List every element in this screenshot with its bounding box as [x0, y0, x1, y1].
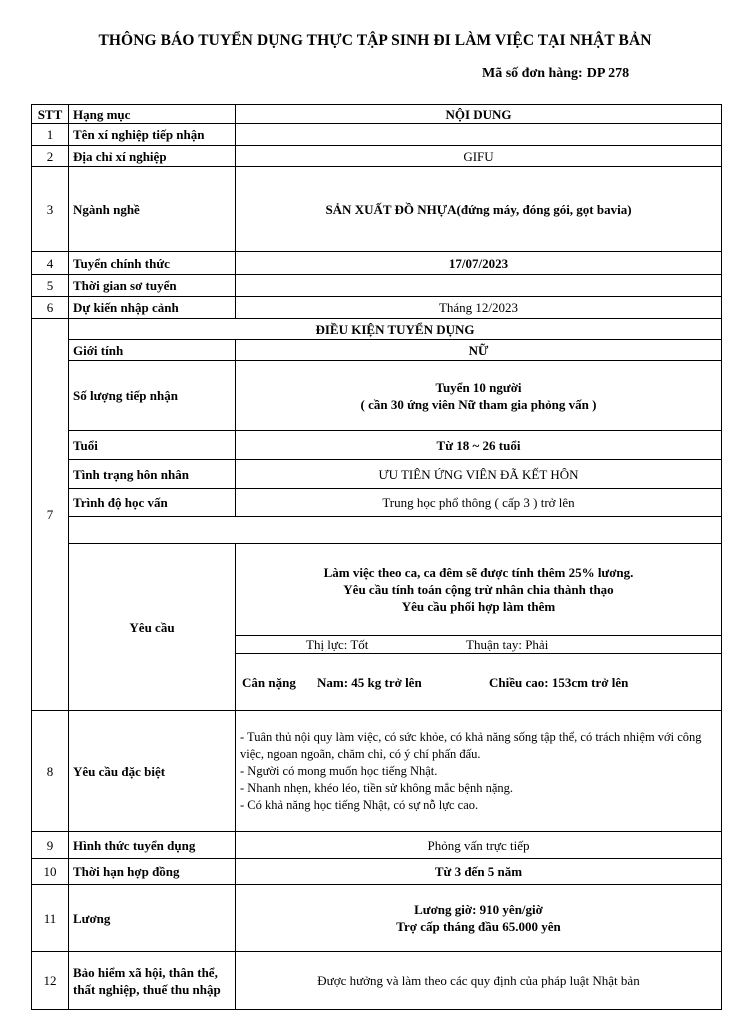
- quantity-line-2: ( cần 30 ứng viên Nữ tham gia phỏng vấn ): [360, 396, 597, 412]
- salary-content: [236, 885, 722, 952]
- order-code-value: DP 278: [586, 66, 630, 81]
- special-requirements: [236, 711, 722, 832]
- table-row: [32, 340, 722, 361]
- eyesight: Thị lực: Tốt: [306, 637, 369, 652]
- empty-row: [32, 517, 722, 544]
- order-code: [478, 66, 629, 82]
- row-stt: 11: [32, 885, 69, 952]
- table-header-row: [32, 105, 722, 124]
- row-stt: 8: [32, 711, 69, 832]
- row-stt: 10: [32, 859, 69, 885]
- row-category: Địa chỉ xí nghiệp: [69, 146, 236, 167]
- table-row: [32, 489, 722, 517]
- salary-line-1: Lương giờ: 910 yên/giờ: [414, 902, 543, 917]
- section7-heading-row: [32, 319, 722, 340]
- age-label: Tuổi: [69, 431, 236, 460]
- table-row: [32, 832, 722, 859]
- eyesight-handedness: [236, 636, 722, 654]
- table-row: [32, 361, 722, 431]
- table-row: [32, 460, 722, 489]
- row-content: Được hưởng và làm theo các quy định của pháp luật Nhật bản: [236, 952, 722, 1010]
- row-stt: 6: [32, 297, 69, 319]
- row-content: SẢN XUẤT ĐỒ NHỰA(đứng máy, đóng gói, gọt bavia): [236, 167, 722, 252]
- row-stt: 1: [32, 124, 69, 146]
- row-category: Tên xí nghiệp tiếp nhận: [69, 124, 236, 146]
- empty-cell: [69, 517, 722, 544]
- table-row: [32, 252, 722, 275]
- requirement-line-1: Làm việc theo ca, ca đêm sẽ được tính thêm 25% lương.: [323, 565, 634, 580]
- height-value: Chiều cao: 153cm trở lên: [489, 674, 629, 690]
- table-row: [32, 711, 722, 832]
- table-row: [32, 859, 722, 885]
- education-label: Trình độ học vấn: [69, 489, 236, 517]
- row-content: 17/07/2023: [236, 252, 722, 275]
- requirement-line-3: Yêu cầu phối hợp làm thêm: [401, 599, 556, 614]
- weight-label: Cân nặng: [242, 674, 296, 690]
- salary-line-2: Trợ cấp tháng đầu 65.000 yên: [396, 919, 561, 934]
- row-content: GIFU: [236, 146, 722, 167]
- row-category: Hình thức tuyển dụng: [69, 832, 236, 859]
- row-content: [236, 275, 722, 297]
- section7-stt: 7: [32, 319, 69, 711]
- row-content: Tháng 12/2023: [236, 297, 722, 319]
- row-stt: 5: [32, 275, 69, 297]
- row-category: Tuyển chính thức: [69, 252, 236, 275]
- special-line: - Nhanh nhẹn, khéo léo, tiền sử không mắc bệnh nặng.: [240, 780, 514, 795]
- education-value: Trung học phổ thông ( cấp 3 ) trở lên: [236, 489, 722, 517]
- row-category: Lương: [69, 885, 236, 952]
- row-content: [236, 124, 722, 146]
- row-stt: 4: [32, 252, 69, 275]
- recruitment-table: [31, 104, 722, 1010]
- handedness: Thuận tay: Phải: [466, 637, 549, 652]
- special-line: - Người có mong muốn học tiếng Nhật.: [240, 763, 438, 778]
- header-stt: STT: [32, 105, 69, 124]
- gender-label: Giới tính: [69, 340, 236, 361]
- weight-value: Nam: 45 kg trở lên: [317, 674, 422, 690]
- table-row: [32, 275, 722, 297]
- table-row: [32, 167, 722, 252]
- header-content: NỘI DUNG: [236, 105, 722, 124]
- row-stt: 2: [32, 146, 69, 167]
- row-category: Ngành nghề: [69, 167, 236, 252]
- marital-label: Tình trạng hôn nhân: [69, 460, 236, 489]
- weight-height: [236, 654, 722, 711]
- document-title: THÔNG BÁO TUYỂN DỤNG THỰC TẬP SINH ĐI LÀM VIỆC TẠI NHẬT BẢN: [98, 32, 652, 49]
- table-row: [32, 146, 722, 167]
- table-row: [32, 952, 722, 1010]
- age-value: Từ 18 ~ 26 tuổi: [236, 431, 722, 460]
- row-category: Dự kiến nhập cảnh: [69, 297, 236, 319]
- row-stt: 12: [32, 952, 69, 1010]
- row-stt: 9: [32, 832, 69, 859]
- marital-value: ƯU TIÊN ỨNG VIÊN ĐÃ KẾT HÔN: [236, 460, 722, 489]
- special-line: - Tuân thủ nội quy làm việc, có sức khỏe, có khả năng sống tập thể, có trách nhiệm với công việc, ngoan ngoãn, chăm chỉ, có ý chí phấn đấu.: [240, 729, 702, 761]
- row-content: Từ 3 đến 5 năm: [236, 859, 722, 885]
- row-category: Thời hạn hợp đồng: [69, 859, 236, 885]
- section7-heading: ĐIỀU KIỆN TUYỂN DỤNG: [69, 319, 722, 340]
- row-category: Yêu cầu đặc biệt: [69, 711, 236, 832]
- table-row: [32, 885, 722, 952]
- header-category: Hạng mục: [69, 105, 236, 124]
- row-category: Thời gian sơ tuyển: [69, 275, 236, 297]
- gender-value: NỮ: [236, 340, 722, 361]
- quantity-label: Số lượng tiếp nhận: [69, 361, 236, 431]
- table-row: [32, 297, 722, 319]
- special-line: - Có khả năng học tiếng Nhật, có sự nỗ lực cao.: [240, 797, 479, 812]
- table-row: [32, 431, 722, 460]
- requirement-line-2: Yêu cầu tính toán cộng trừ nhân chia thành thạo: [343, 582, 614, 597]
- order-code-label: Mã số đơn hàng:: [482, 66, 583, 81]
- requirement-text: [236, 544, 722, 636]
- table-row: [32, 124, 722, 146]
- requirement-label: Yêu cầu: [69, 544, 236, 711]
- quantity-line-1: Tuyển 10 người: [435, 379, 522, 395]
- row-content: Phỏng vấn trực tiếp: [236, 832, 722, 859]
- quantity-value: [236, 361, 722, 431]
- table-row: [32, 544, 722, 636]
- row-category: Bảo hiểm xã hội, thân thể, thất nghiệp, thuế thu nhập: [69, 952, 236, 1010]
- row-stt: 3: [32, 167, 69, 252]
